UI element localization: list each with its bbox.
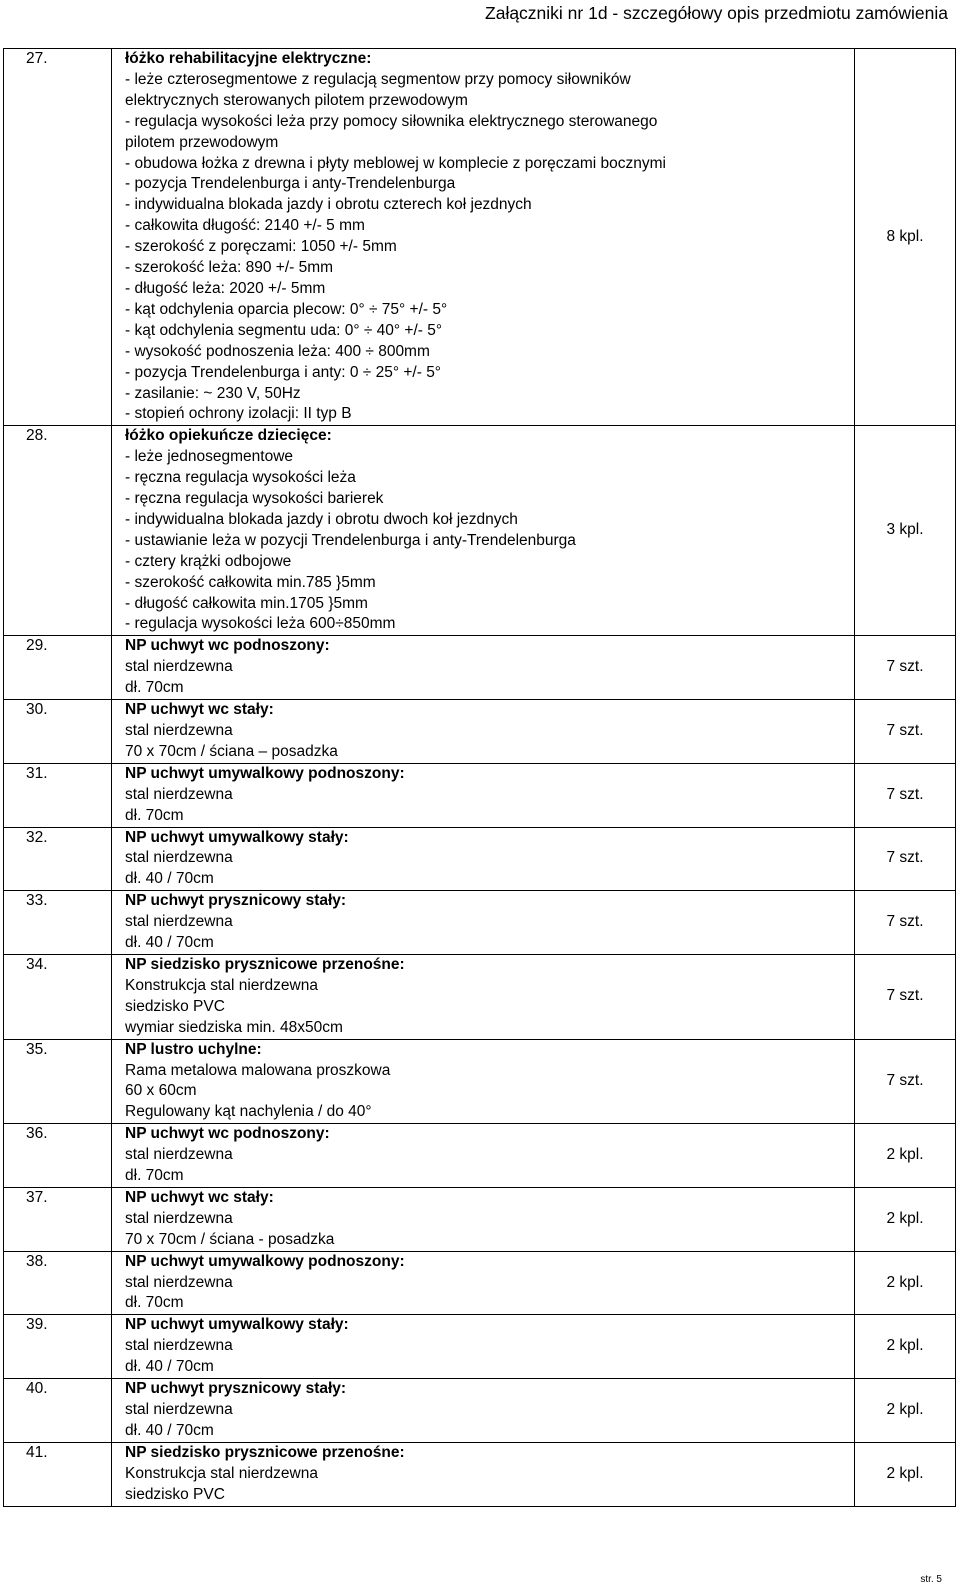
item-spec-line: - pozycja Trendelenburga i anty: 0 ÷ 25° +/- 5° bbox=[125, 363, 442, 381]
table-row bbox=[4, 954, 956, 1039]
item-description bbox=[112, 827, 855, 891]
item-spec-line: - zasilanie: ~ 230 V, 50Hz bbox=[125, 384, 301, 402]
item-quantity: 7 szt. bbox=[855, 636, 956, 700]
item-description bbox=[112, 426, 855, 636]
table-row bbox=[4, 1379, 956, 1443]
item-title: NP uchwyt umywalkowy stały: bbox=[125, 828, 349, 846]
item-spec-line: dł. 40 / 70cm bbox=[125, 1421, 214, 1439]
item-quantity: 7 szt. bbox=[855, 1039, 956, 1124]
item-spec-line: 60 x 60cm bbox=[125, 1082, 197, 1100]
item-spec-line: stal nierdzewna bbox=[125, 1337, 233, 1355]
item-spec-line: stal nierdzewna bbox=[125, 849, 233, 867]
item-quantity: 7 szt. bbox=[855, 763, 956, 827]
item-spec-line: - pozycja Trendelenburga i anty-Trendelenburga bbox=[125, 175, 456, 193]
item-spec-line: 70 x 70cm / ściana – posadzka bbox=[125, 742, 338, 760]
item-title: NP uchwyt wc podnoszony: bbox=[125, 637, 330, 655]
item-spec-line: dł. 70cm bbox=[125, 1294, 184, 1312]
item-number: 37. bbox=[4, 1187, 112, 1251]
item-title: NP uchwyt prysznicowy stały: bbox=[125, 892, 347, 910]
item-spec-line: Regulowany kąt nachylenia / do 40° bbox=[125, 1103, 372, 1121]
item-spec-line: - regulacja wysokości leża przy pomocy siłownika elektrycznego sterowanego bbox=[125, 112, 658, 130]
item-spec-line: dł. 70cm bbox=[125, 679, 184, 697]
item-title: łóżko rehabilitacyjne elektryczne: bbox=[125, 50, 372, 67]
item-title: NP siedzisko prysznicowe przenośne: bbox=[125, 1443, 405, 1461]
item-title: NP uchwyt wc stały: bbox=[125, 1188, 274, 1206]
item-number: 36. bbox=[4, 1124, 112, 1188]
table-row bbox=[4, 700, 956, 764]
item-spec-line: - indywidualna blokada jazdy i obrotu czterech koł jezdnych bbox=[125, 196, 532, 214]
item-quantity: 3 kpl. bbox=[855, 426, 956, 636]
item-spec-line: dł. 40 / 70cm bbox=[125, 870, 214, 888]
item-spec-line: - cztery krążki odbojowe bbox=[125, 552, 292, 570]
item-title: NP uchwyt prysznicowy stały: bbox=[125, 1380, 347, 1398]
item-spec-line: - stopień ochrony izolacji: II typ B bbox=[125, 405, 352, 423]
specification-table bbox=[3, 48, 956, 1507]
item-spec-line: - wysokość podnoszenia leża: 400 ÷ 800mm bbox=[125, 342, 430, 360]
item-spec-line: wymiar siedziska min. 48x50cm bbox=[125, 1018, 343, 1036]
item-description bbox=[112, 891, 855, 955]
item-title: NP siedzisko prysznicowe przenośne: bbox=[125, 955, 405, 973]
item-spec-line: - szerokość leża: 890 +/- 5mm bbox=[125, 259, 334, 277]
item-number: 38. bbox=[4, 1251, 112, 1315]
item-spec-line: - indywidualna blokada jazdy i obrotu dwoch koł jezdnych bbox=[125, 510, 518, 528]
item-spec-line: - całkowita długość: 2140 +/- 5 mm bbox=[125, 217, 365, 235]
item-spec-line: - długość leża: 2020 +/- 5mm bbox=[125, 279, 326, 297]
item-quantity: 2 kpl. bbox=[855, 1379, 956, 1443]
item-number: 31. bbox=[4, 763, 112, 827]
item-spec-line: stal nierdzewna bbox=[125, 1273, 233, 1291]
item-description bbox=[112, 1315, 855, 1379]
item-spec-line: dł. 40 / 70cm bbox=[125, 934, 214, 952]
item-number: 39. bbox=[4, 1315, 112, 1379]
table-row bbox=[4, 1251, 956, 1315]
item-spec-line: - kąt odchylenia oparcia plecow: 0° ÷ 75° +/- 5° bbox=[125, 300, 448, 318]
item-spec-line: - długość całkowita min.1705 }5mm bbox=[125, 594, 368, 612]
item-quantity: 2 kpl. bbox=[855, 1187, 956, 1251]
item-spec-line: - ręczna regulacja wysokości barierek bbox=[125, 490, 384, 508]
table-row bbox=[4, 636, 956, 700]
item-quantity: 7 szt. bbox=[855, 700, 956, 764]
item-description bbox=[112, 1442, 855, 1506]
item-spec-line: - szerokość całkowita min.785 }5mm bbox=[125, 573, 376, 591]
item-spec-line: Konstrukcja stal nierdzewna bbox=[125, 1464, 318, 1482]
item-spec-line: stal nierdzewna bbox=[125, 722, 233, 739]
item-spec-line: - leże jednosegmentowe bbox=[125, 448, 294, 466]
item-spec-line: - regulacja wysokości leża 600÷850mm bbox=[125, 615, 396, 633]
table-row bbox=[4, 426, 956, 636]
item-quantity: 2 kpl. bbox=[855, 1124, 956, 1188]
item-quantity: 7 szt. bbox=[855, 954, 956, 1039]
item-title: NP uchwyt wc podnoszony: bbox=[125, 1125, 330, 1143]
item-spec-line: 70 x 70cm / ściana - posadzka bbox=[125, 1230, 335, 1248]
page-number: str. 5 bbox=[920, 1574, 942, 1585]
item-quantity: 2 kpl. bbox=[855, 1251, 956, 1315]
item-spec-line: dł. 40 / 70cm bbox=[125, 1358, 214, 1376]
item-number: 33. bbox=[4, 891, 112, 955]
item-spec-line: stal nierdzewna bbox=[125, 1209, 233, 1227]
item-spec-line: siedzisko PVC bbox=[125, 1485, 225, 1503]
item-description bbox=[112, 1187, 855, 1251]
item-spec-line: elektrycznych sterowanych pilotem przewodowym bbox=[125, 91, 468, 109]
table-row bbox=[4, 1442, 956, 1506]
item-number: 41. bbox=[4, 1442, 112, 1506]
item-spec-line: - ręczna regulacja wysokości leża bbox=[125, 469, 356, 487]
table-row bbox=[4, 1039, 956, 1124]
item-quantity: 7 szt. bbox=[855, 891, 956, 955]
item-title: łóżko opiekuńcze dziecięce: bbox=[125, 427, 332, 445]
item-description bbox=[112, 1124, 855, 1188]
item-title: NP uchwyt umywalkowy podnoszony: bbox=[125, 1252, 405, 1270]
document-header: Załączniki nr 1d - szczegółowy opis przedmiotu zamówienia bbox=[485, 3, 948, 23]
specification-table-body bbox=[4, 49, 956, 1507]
table-row bbox=[4, 763, 956, 827]
item-title: NP lustro uchylne: bbox=[125, 1040, 262, 1058]
item-spec-line: stal nierdzewna bbox=[125, 913, 233, 931]
item-spec-line: stal nierdzewna bbox=[125, 1146, 233, 1164]
table-row bbox=[4, 49, 956, 426]
item-description bbox=[112, 1039, 855, 1124]
item-spec-line: - ustawianie leża w pozycji Trendelenburga i anty-Trendelenburga bbox=[125, 531, 576, 549]
item-quantity: 8 kpl. bbox=[855, 49, 956, 426]
item-number: 32. bbox=[4, 827, 112, 891]
item-description bbox=[112, 763, 855, 827]
item-number: 27. bbox=[4, 49, 112, 426]
table-row bbox=[4, 1124, 956, 1188]
item-number: 34. bbox=[4, 954, 112, 1039]
item-spec-line: stal nierdzewna bbox=[125, 1401, 233, 1418]
item-number: 30. bbox=[4, 700, 112, 764]
item-spec-line: - obudowa łożka z drewna i płyty meblowej w komplecie z poręczami bocznymi bbox=[125, 154, 667, 172]
item-spec-line: stal nierdzewna bbox=[125, 785, 233, 803]
item-spec-line: siedzisko PVC bbox=[125, 997, 225, 1015]
item-number: 40. bbox=[4, 1379, 112, 1443]
item-spec-line: stal nierdzewna bbox=[125, 658, 233, 676]
item-spec-line: dł. 70cm bbox=[125, 806, 184, 824]
item-quantity: 7 szt. bbox=[855, 827, 956, 891]
item-spec-line: dł. 70cm bbox=[125, 1167, 184, 1185]
item-spec-line: - szerokość z poręczami: 1050 +/- 5mm bbox=[125, 238, 397, 256]
item-description bbox=[112, 1251, 855, 1315]
table-row bbox=[4, 827, 956, 891]
item-description bbox=[112, 1379, 855, 1443]
item-spec-line: Rama metalowa malowana proszkowa bbox=[125, 1061, 391, 1079]
item-number: 35. bbox=[4, 1039, 112, 1124]
item-description bbox=[112, 954, 855, 1039]
item-title: NP uchwyt umywalkowy stały: bbox=[125, 1316, 349, 1334]
table-row bbox=[4, 1187, 956, 1251]
item-spec-line: - leże czterosegmentowe z regulacją segmentow przy pomocy siłowników bbox=[125, 70, 631, 88]
item-spec-line: Konstrukcja stal nierdzewna bbox=[125, 976, 318, 994]
item-title: NP uchwyt wc stały: bbox=[125, 701, 274, 719]
item-description bbox=[112, 49, 855, 426]
item-description bbox=[112, 636, 855, 700]
item-description bbox=[112, 700, 855, 764]
item-quantity: 2 kpl. bbox=[855, 1442, 956, 1506]
item-quantity: 2 kpl. bbox=[855, 1315, 956, 1379]
item-spec-line: - kąt odchylenia segmentu uda: 0° ÷ 40° +/- 5° bbox=[125, 321, 443, 339]
item-number: 28. bbox=[4, 426, 112, 636]
table-row bbox=[4, 1315, 956, 1379]
item-number: 29. bbox=[4, 636, 112, 700]
table-row bbox=[4, 891, 956, 955]
item-title: NP uchwyt umywalkowy podnoszony: bbox=[125, 764, 405, 782]
item-spec-line: pilotem przewodowym bbox=[125, 133, 279, 151]
